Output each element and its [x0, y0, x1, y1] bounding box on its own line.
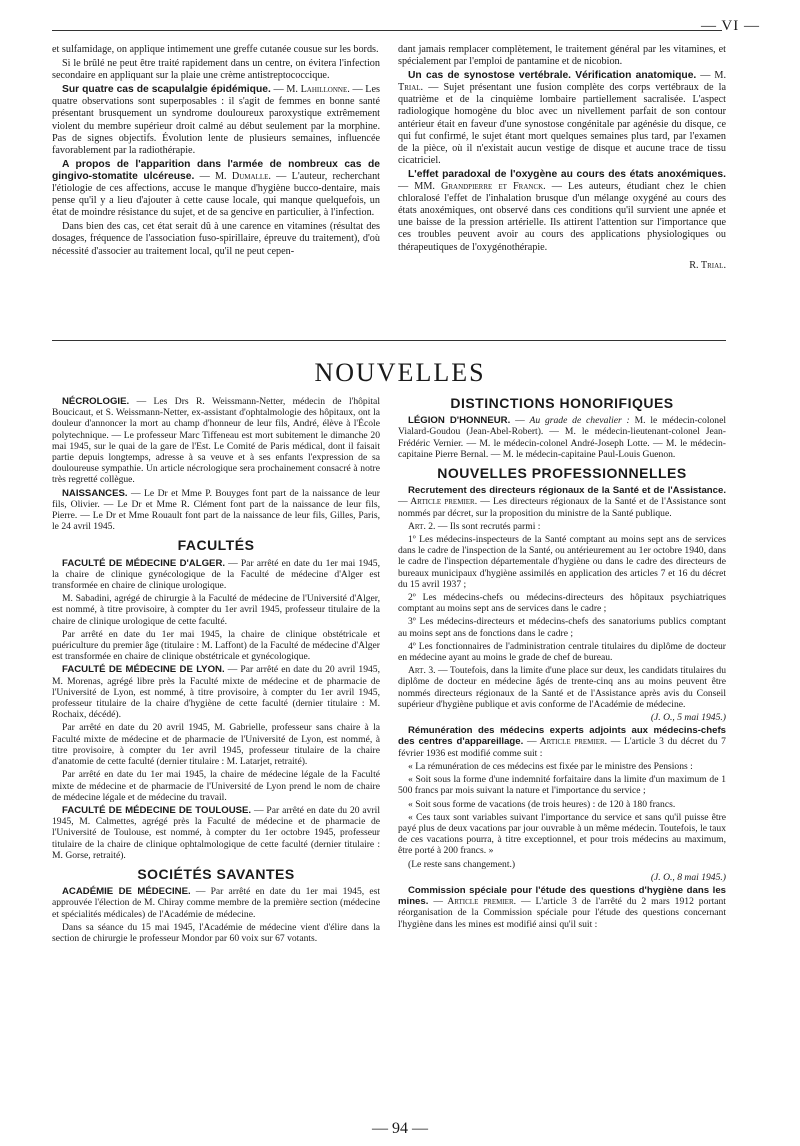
article-label: — Article premier. [433, 896, 517, 908]
news-text: — Les directeurs régionaux de la Santé et de l'Assistance sont nommés par décret, sur la proposition du ministre de la Santé publique. [398, 496, 726, 519]
top-left-column [52, 44, 380, 260]
nouvelles-right-column [398, 396, 726, 932]
news-item [398, 885, 726, 930]
news-item: LÉGION D'HONNEUR. — Au grade de chevalier : M. le médecin-colonel Vialard-Goudou (Jean-Abel-Robert). — M. le médecin-lieutenant-colonel Jean-Frédéric Vernier. — M. le médecin-colonel André-Joseph Lotte. — M. le médecin-capitaine Pierre Bernal. — M. le médecin-capitaine Paul-Louis Guenon. [398, 415, 726, 460]
header-rule [52, 30, 722, 31]
news-text: — Par arrêté en date du 1er mai 1945, la chaire de clinique gynécologique de la Faculté de médecine d'Alger est transformée en chaire de clinique urologique. [52, 557, 380, 592]
section-title-societes: SOCIÉTÉS SAVANTES [137, 865, 295, 882]
abstract [398, 70, 726, 167]
abstract-author: — MM. Grandpierre et Franck. [398, 181, 546, 193]
abstract-text: — Les quatre observations sont superposables : il s'agit de femmes en bonne santé présentant brusquement un syndrome douloureux paroxystique extrêmement violent du membre supérieur droit calmé au début seulement par la morphine. Pas de signes objectifs. Évolution lente de plusieurs semaines, influencée favorablement par la radiothérapie. [52, 84, 381, 156]
paragraph: Dans bien des cas, cet état serait dû à une carence en vitamines (résultat des dosages, fréquence de l'association fuso-spirillaire, épreuve du traitement), d'où nécessité d'associer au traitement local, qu'il ne peut cepen- [52, 221, 380, 257]
section-title-nouvelles: NOUVELLES [314, 358, 486, 387]
news-text: — Le Dr et Mme P. Bouyges font part de la naissance de leur fils, Olivier. — Le Dr et Mme R. Clément font part de la naissance de leur fils, Pierre. — Le Dr et Mme Rouault font part de la naissance de leur fils, Gilles, Paris, le 24 avril 1945. [52, 487, 380, 533]
list-item: 1º Les médecins-inspecteurs de la Santé comptant au moins sept ans de services dans le cadre de l'inspection de la Santé, ou antérieurement au 1er octobre 1940, dans le cadre de l'inspection départementale d'hygiène ou dans le cadre des directeurs de bureaux municipaux d'hygiène assimilés en application des articles 7 et 16 du décret du 15 avril 1937 ; [398, 534, 726, 590]
abstract-heading: Sur quatre cas de scapulalgie épidémique. [62, 84, 271, 96]
paragraph [398, 521, 726, 532]
paragraph: Si le brûlé ne peut être traité rapidement dans un centre, on évitera l'infection secondaire en appliquant sur la plaie une crème antistreptococcique. [52, 58, 380, 82]
abstract [52, 159, 380, 219]
news-item [52, 396, 380, 486]
section-rule [52, 340, 726, 341]
news-label: LÉGION D'HONNEUR. [408, 415, 511, 427]
news-label: Recrutement des directeurs régionaux de la Santé et de l'Assistance. [408, 485, 726, 497]
article-label: Art. 2. [408, 520, 436, 532]
news-text: — L'article 3 du décret du 7 février 1936 est modifié comme suit : [398, 736, 726, 759]
nouvelles-left-column [52, 396, 380, 946]
news-text: M. le médecin-colonel Vialard-Goudou (Jean-Abel-Robert). — M. le médecin-lieutenant-colonel Jean-Frédéric Vernier. — M. le médecin-colonel André-Joseph Lotte. — M. le médecin-capitaine Pierre Bernal. — M. le médecin-capitaine Paul-Louis Guenon. [398, 415, 726, 460]
top-right-column [398, 44, 726, 274]
list-item: 2º Les médecins-chefs ou médecins-directeurs des hôpitaux psychiatriques comptant au moins sept ans de services dans le cadre ; [398, 592, 726, 615]
paragraph: M. Sabadini, agrégé de chirurgie à la Faculté de médecine de l'Université d'Alger, est nommé, à titre provisoire, à compter du 1er avril 1945, professeur titulaire de la chaire de clinique urologique de cette faculté. [52, 593, 380, 627]
quote-paragraph: « Soit sous la forme d'une indemnité forfaitaire dans la limite d'un maximum de 1 500 francs par mois suivant la nature et l'importance du service ; [398, 774, 726, 797]
abstract-text: — Les auteurs, étudiant chez le chien chloralosé l'effet de l'inhalation brusque d'un mélange oxygéné au cours des états anoxémiques, ont observé dans ces conditions qu'il survient une apnée et une baisse de la pression artérielle. Ils attirent l'attention sur l'importance que ces troubles peuvent avoir au cours des applications physiologiques ou thérapeutiques de l'oxygénothérapie. [398, 181, 726, 253]
list-item: 3º Les médecins-directeurs et médecins-chefs des sanatoriums publics comptant au moins sept ans de fonctions dans le cadre ; [398, 616, 726, 639]
abstract [52, 84, 380, 157]
news-text: — Par arrêté en date du 20 avril 1945, M. Calmettes, agrégé près la Faculté de médecine et de pharmacie de l'Université de Toulouse, est nommé, à compter du 1er octobre 1945, professeur titulaire de la chaire de clinique ophtalmologique de cette faculté (dernier titulaire : M. Gorse, retraité). [52, 804, 380, 861]
section-title-distinctions: DISTINCTIONS HONORIFIQUES [450, 395, 674, 411]
abstract-text: — L'auteur, recherchant l'étiologie de ces affections, accuse le manque d'hygiène bucco-dentaire, mais pense qu'il y a lieu d'ajouter à cette cause locale, qui manque quelquefois, un état de moindre résistance du sujet, et de sa gencive en particulier, à l'infection. [52, 170, 381, 219]
news-text: — Ils sont recrutés parmi : [437, 520, 541, 532]
abstract-author: — M. Trial. [398, 70, 727, 94]
news-label: NÉCROLOGIE. [62, 396, 130, 407]
news-label: FACULTÉ DE MÉDECINE DE TOULOUSE. [62, 804, 252, 816]
legion-grade: Au grade de chevalier : [529, 415, 630, 427]
paragraph: et sulfamidage, on applique intimement une greffe cutanée cousue sur les bords. [52, 44, 379, 55]
abstract-author: — M. Dumalle. [199, 170, 271, 182]
article-label: — Article premier. [526, 736, 608, 748]
news-label: Commission spéciale pour l'étude des questions d'hygiène dans les mines. [398, 884, 726, 908]
paragraph: Dans sa séance du 15 mai 1945, l'Académie de médecine vient d'élire dans la section de chirurgie le professeur Mondor par 60 voix sur 67 votants. [52, 921, 380, 944]
section-title-facultes: FACULTÉS [177, 537, 255, 554]
news-item [398, 725, 726, 759]
quote-paragraph: « La rémunération de ces médecins est fixée par le ministre des Pensions : [408, 760, 693, 772]
news-text: — Les Drs R. Weissmann-Netter, médecin de l'hôpital Boucicaut, et S. Weissmann-Netter, ex-assistant d'ophtalmologie des hôpitaux, ont la douleur d'annoncer la mort au champ d'honneur de leur fils, André, élève à l'École polytechnique. — Le professeur Marc Tiffeneau est mort subitement le dimanche 20 mai 1945, sur le quai de la gare de l'Est. Le Comité de Paris médical, dont il faisait partie depuis longtemps, adresse à sa veuve et à ses enfants l'expression de sa douloureuse sympathie. Un article nécrologique sera prochainement consacré à notre très regretté collègue. [52, 396, 380, 486]
news-label: ACADÉMIE DE MÉDECINE. [62, 886, 191, 898]
abstract [398, 169, 726, 254]
page-folio-roman: — VI — [700, 18, 760, 34]
abstract-heading: L'effet paradoxal de l'oxygène au cours des états anoxémiques. [408, 168, 726, 180]
section-title-professionnelles: NOUVELLES PROFESSIONNELLES [437, 465, 687, 482]
news-text: — Par arrêté en date du 20 avril 1945, M. Morenas, agrégé libre près la Faculté mixte de médecine et de pharmacie de l'Université de Lyon, est nommé, à titre provisoire, à compter du 1er avril 1945, professeur titulaire de la chaire d'hygiène de cette faculté (dernier titulaire : M. Rochaix, décédé). [52, 664, 380, 721]
news-item [52, 488, 380, 533]
abstract-text: — Sujet présentant une fusion complète des corps vertébraux de la quatrième et de la cinquième lombaire partiellement sacralisée. L'aspect radiologique homogène du bloc avec un nivellement parfait de son contour antérieur était en faveur d'une synostose congénitale par agénésie du disque, ce qui fut confirmé, le sujet étant mort quelques semaines plus tard, par l'examen de la pièce, où il n'existait aucun vestige de disque et aucune trace de tissu cicatriciel. [398, 82, 726, 166]
news-text: — Par arrêté en date du 1er mai 1945, est approuvée l'élection de M. Chiray comme membre de la première section (médecine et spécialités médicales) de l'Académie de médecine. [52, 886, 380, 920]
abstract-heading: Un cas de synostose vertébrale. Vérification anatomique. [408, 70, 697, 82]
paragraph: Par arrêté en date du 1er mai 1945, la chaire de clinique obstétricale et puériculture du premier âge (titulaire : M. Laffont) de la Faculté de médecine d'Alger est transformée en chaire de clinique obstétricale et gynécologique. [52, 628, 380, 663]
news-item [52, 558, 380, 592]
paragraph: Par arrêté en date du 20 avril 1945, M. Gabrielle, professeur sans chaire à la Faculté mixte de médecine et de pharmacie de l'Université de Lyon, est nommé, à titre provisoire, à compter du 1er avril 1945, professeur titulaire de la chaire d'anatomie de cette faculté (dernier titulaire : M. Latarjet, retraité). [52, 722, 380, 768]
page-number: — 94 — [372, 1120, 428, 1137]
paragraph: (Le reste sans changement.) [408, 858, 516, 870]
paragraph: dant jamais remplacer complètement, le traitement général par les vitamines, et spécialement par l'emploi de pantamine et de nicobion. [398, 44, 726, 68]
news-item [398, 485, 726, 519]
citation: (J. O., 5 mai 1945.) [650, 712, 726, 724]
signature: R. Trial. [689, 259, 726, 271]
news-item [52, 886, 380, 920]
article-label: Art. 3. [408, 665, 436, 677]
abstract-author: — M. Lahillonne. [273, 84, 350, 96]
quote-paragraph: « Ces taux sont variables suivant l'importance du service et sans qu'il puisse être payé plus de deux vacations par jour ouvrable à un même médecin. Toutefois, le taux de ces vacations pourra, à titre exceptionnel, et pour trois médecins au maximum, être porté à 200 francs. » [398, 811, 726, 857]
news-item [52, 805, 380, 861]
citation: (J. O., 8 mai 1945.) [650, 871, 726, 883]
news-text: — L'article 3 de l'arrêté du 2 mars 1912 portant réorganisation de la Commission spéciale pour l'étude des questions concernant l'hygiène dans les mines est modifié ainsi qu'il suit : [398, 896, 726, 930]
news-label: FACULTÉ DE MÉDECINE DE LYON. [62, 664, 225, 676]
quote-paragraph: « Soit sous forme de vacations (de trois heures) : de 120 à 180 francs. [408, 798, 676, 810]
news-text: — Toutefois, dans la limite d'une place sur deux, les candidats titulaires du diplôme de docteur en médecine âgés de trente-cinq ans au moins peuvent être nommés directeurs régionaux de la Santé et de l'Assistance après avis du Conseil supérieur d'hygiène publique et avis conforme de l'Académie de médecine. [398, 665, 726, 710]
list-item: 4º Les fonctionnaires de l'administration centrale titulaires du diplôme de docteur en médecine ayant au moins le grade de chef de bureau. [398, 640, 726, 664]
news-label: FACULTÉ DE MÉDECINE D'ALGER. [62, 557, 226, 569]
news-item [52, 664, 380, 720]
paragraph: Par arrêté en date du 1er mai 1945, la chaire de médecine légale de la Faculté mixte de médecine et de pharmacie de l'Université de Lyon prend le nom de chaire de médecine légale et de médecine du travail. [52, 769, 380, 803]
paragraph [398, 665, 726, 710]
article-label: — Article premier. [398, 496, 478, 508]
abstract-heading: A propos de l'apparition dans l'armée de nombreux cas de gingivo-stomatite ulcéreuse. [52, 158, 380, 182]
news-label: Rémunération des médecins experts adjoints aux médecins-chefs des centres d'appareillage. [398, 725, 726, 748]
news-label: NAISSANCES. [62, 487, 128, 499]
